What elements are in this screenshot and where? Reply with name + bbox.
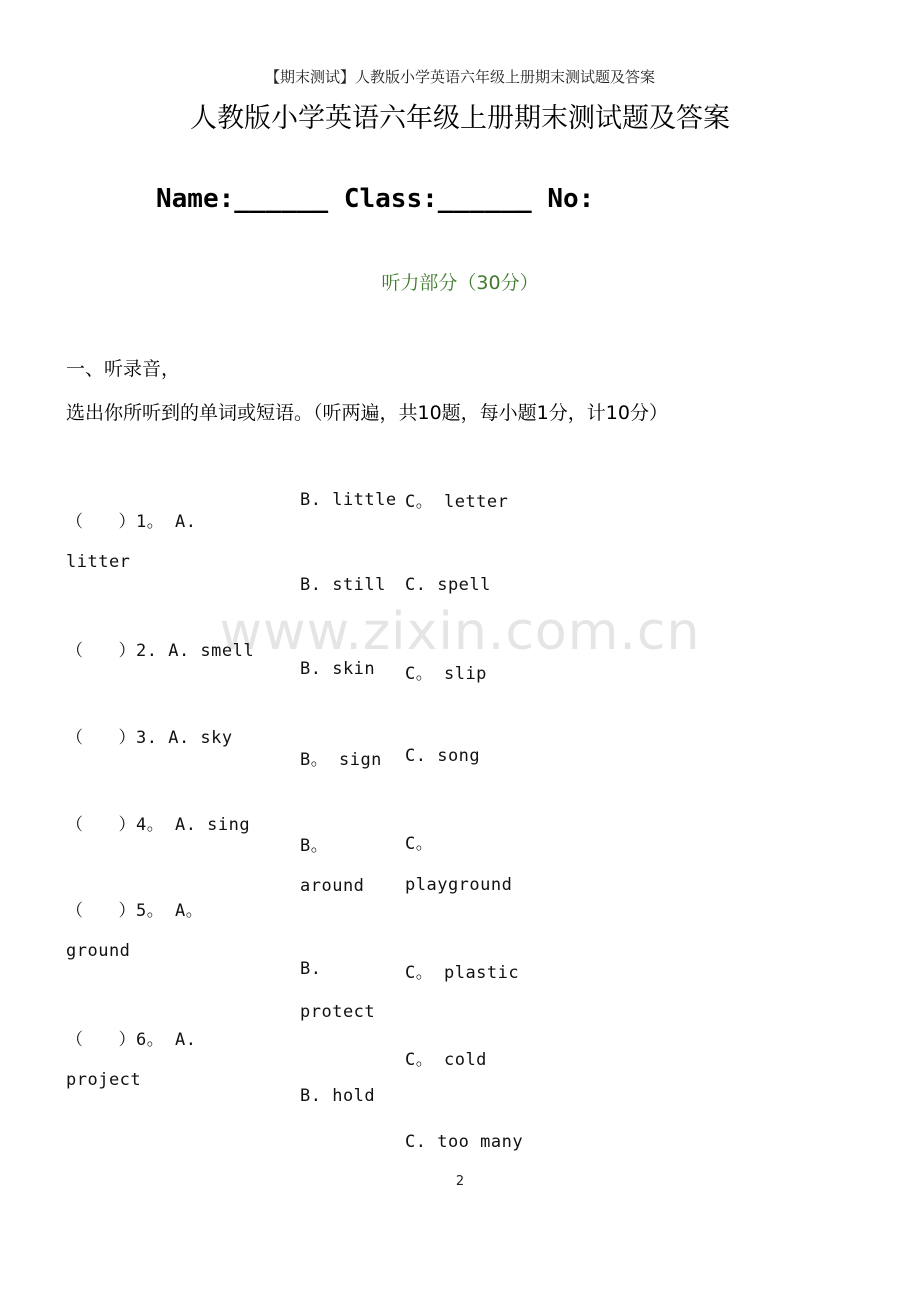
q6-option-a-word: project	[66, 1070, 142, 1090]
q7-option-b: B. hold	[300, 1086, 376, 1106]
part1-heading: 一、听录音，	[66, 358, 181, 380]
q2-stem: （ ）2. A. smell	[66, 641, 255, 661]
document-title: 人教版小学英语六年级上册期末测试题及答案	[190, 103, 730, 134]
q5-option-b-word: around	[300, 876, 365, 896]
q2-option-b: B. still	[300, 575, 386, 595]
name-class-no-line: Name:______ Class:______ No:	[156, 184, 595, 214]
q1-option-c: C。 letter	[405, 492, 509, 512]
q6-stem: （ ）6。 A.	[66, 1030, 197, 1050]
watermark: www.zixin.com.cn	[219, 602, 701, 662]
q2-option-c: C. spell	[405, 575, 491, 595]
q3-stem: （ ）3. A. sky	[66, 728, 233, 748]
page-number: 2	[455, 1174, 465, 1189]
q1-option-b: B. little	[300, 490, 397, 510]
q7-option-c: C。 cold	[405, 1050, 487, 1070]
q5-option-b-label: B。	[300, 836, 329, 856]
q1-stem: （ ）1。 A.	[66, 512, 197, 532]
section-title: 听力部分（30分）	[381, 272, 539, 294]
page-header: 【期末测试】人教版小学英语六年级上册期末测试题及答案	[264, 68, 655, 86]
q3-option-c: C。 slip	[405, 664, 487, 684]
q4-stem: （ ）4。 A. sing	[66, 815, 251, 835]
q6-option-b-word: protect	[300, 1002, 376, 1022]
part1-instruction: 选出你所听到的单词或短语。（听两遍，共10题，每小题1分，计10分）	[66, 402, 668, 424]
q6-option-b-label: B.	[300, 959, 322, 979]
q4-option-c: C. song	[405, 746, 481, 766]
q8-option-c: C. too many	[405, 1132, 524, 1152]
q5-stem: （ ）5。 A。	[66, 901, 204, 921]
q5-option-c-label: C。	[405, 834, 434, 854]
q3-option-b: B. skin	[300, 659, 376, 679]
q5-option-a-word: ground	[66, 941, 131, 961]
q5-option-c-word: playground	[405, 875, 513, 895]
q1-option-a-word: litter	[66, 552, 131, 572]
q4-option-b: B。 sign	[300, 750, 382, 770]
q6-option-c: C。 plastic	[405, 963, 520, 983]
